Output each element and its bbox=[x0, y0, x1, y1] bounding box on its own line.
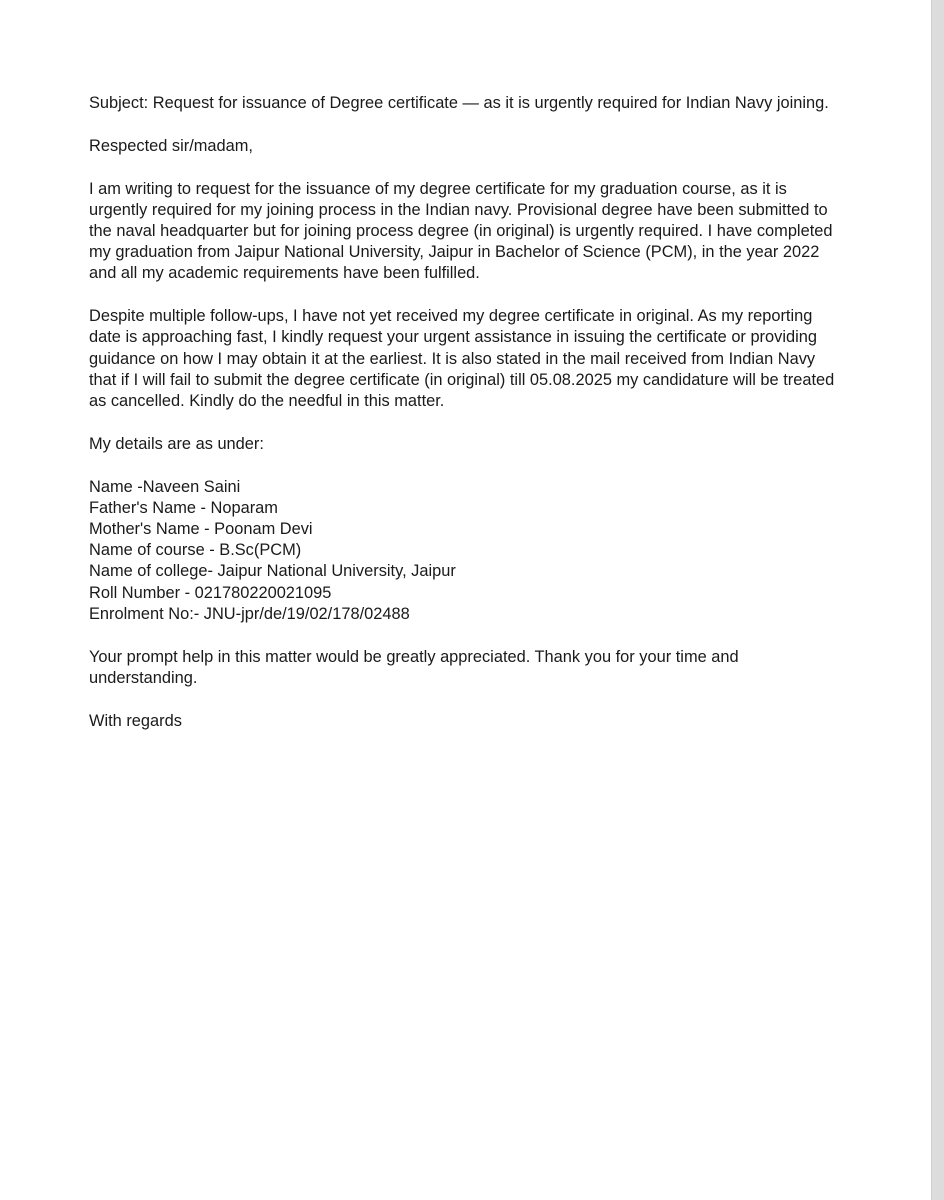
details-block bbox=[89, 477, 837, 625]
page-edge-border bbox=[931, 0, 944, 1200]
sign-off: With regards bbox=[89, 711, 182, 730]
detail-mother-name: Mother's Name - Poonam Devi bbox=[89, 520, 313, 539]
closing-paragraph: Your prompt help in this matter would be greatly appreciated. Thank you for your time and understanding. bbox=[89, 647, 739, 687]
detail-college: Name of college- Jaipur National University, Jaipur bbox=[89, 562, 456, 581]
detail-father-name: Father's Name - Noparam bbox=[89, 498, 278, 517]
detail-course: Name of course - B.Sc(PCM) bbox=[89, 541, 302, 560]
salutation: Respected sir/madam, bbox=[89, 136, 253, 155]
detail-enrolment-number: Enrolment No:- JNU-jpr/de/19/02/178/02488 bbox=[89, 604, 410, 623]
details-intro: My details are as under: bbox=[89, 434, 264, 453]
detail-roll-number: Roll Number - 021780220021095 bbox=[89, 583, 332, 602]
paragraph-request: I am writing to request for the issuance of my degree certificate for my graduation course, as it is urgently required for my joining process in the Indian navy. Provisional degree have been submitted to the naval headquarter but for joining process degree (in original) is urgently required. I have completed my graduation from Jaipur National University, Jaipur in Bachelor of Science (PCM), in the year 2022 and all my academic requirements have been fulfilled. bbox=[89, 179, 833, 283]
paragraph-follow-up: Despite multiple follow-ups, I have not yet received my degree certificate in original. As my reporting date is approaching fast, I kindly request your urgent assistance in issuing the certificate or providing guidance on how I may obtain it at the earliest. It is also stated in the mail received from Indian Navy that if I will fail to submit the degree certificate (in original) till 05.08.2025 my candidature will be treated as cancelled. Kindly do the needful in this matter. bbox=[89, 307, 835, 411]
subject-line: Subject: Request for issuance of Degree certificate — as it is urgently required for Indian Navy joining. bbox=[89, 94, 829, 112]
letter-body bbox=[89, 93, 837, 753]
detail-name: Name -Naveen Saini bbox=[89, 477, 241, 496]
